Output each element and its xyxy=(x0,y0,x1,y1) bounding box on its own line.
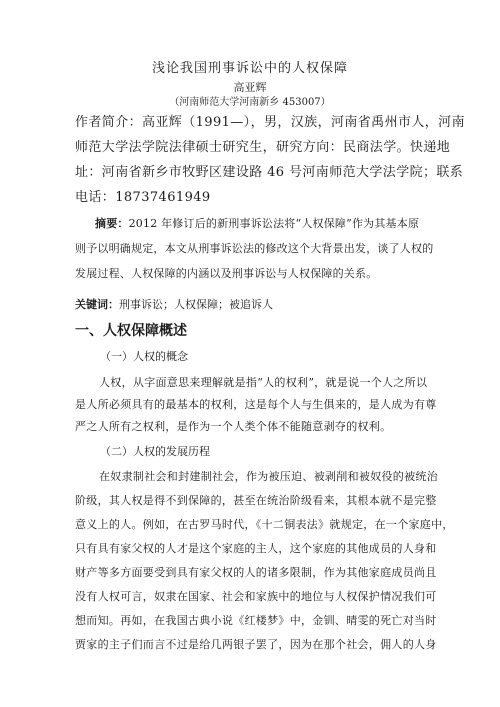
paragraph-line: 财产等多方面要受到具有家父权的人的诸多限制，作为其他家庭成员尚且 xyxy=(75,566,437,579)
paragraph-line: 贾家的主子们而言不过是给几两银子罢了，因为在那个社会，佣人的人身 xyxy=(75,638,437,651)
author-intro-line: 师范大学法学院法律硕士研究生，研究方向：民商法学。快递地 xyxy=(75,140,451,155)
paragraph-line: 严之人所有之权利，是作为一个人类个体不能随意剥夺的权利。 xyxy=(75,420,392,433)
abstract-first-line xyxy=(95,215,419,231)
subsection-heading: （二）人权的发展历程 xyxy=(100,445,210,458)
author-affiliation: （河南师范大学河南新乡 453007） xyxy=(169,97,331,108)
section-heading: 一、人权保障概述 xyxy=(75,323,187,339)
abstract-text: 2012 年修订后的新刑事诉讼法将“人权保障”作为其基本原 xyxy=(128,217,420,230)
paragraph-line: 只有具有家父权的人才是这个家庭的主人，这个家庭的其他成员的人身和 xyxy=(75,542,437,555)
subsection-heading: （一）人权的概念 xyxy=(100,350,188,363)
author-name: 高亚辉 xyxy=(233,81,267,94)
author-intro-line: 电话：18737461949 xyxy=(75,190,211,205)
paragraph-line: 人权，从字面意思来理解就是指“人的权利”，就是说一个人之所以 xyxy=(99,376,428,389)
paragraph-line: 是人所必须具有的最基本的权利，这是每个人与生俱来的，是人成为有尊 xyxy=(75,398,437,411)
paragraph-line: 没有人权可言，奴隶在国家、社会和家族中的地位与人权保护情况我们可 xyxy=(75,590,437,603)
keywords-line xyxy=(75,296,273,312)
paragraph-line: 在奴隶制社会和封建制社会，作为被压迫、被剥削和被奴役的被统治 xyxy=(99,470,438,483)
paragraph-line: 阶级，其人权是得不到保障的，甚至在统治阶级看来，其根本就不是完整 xyxy=(75,494,437,507)
paragraph-line: 想而知。再如，在我国古典小说《红楼梦》中，金钏、晴雯的死亡对当时 xyxy=(75,614,437,627)
abstract-label: 摘要： xyxy=(95,217,129,230)
paragraph-line: 意义上的人。例如，在古罗马时代，《十二铜表法》就规定，在一个家庭中， xyxy=(75,518,454,531)
author-intro-line: 作者简介：高亚辉（1991—），男，汉族，河南省禹州市人，河南 xyxy=(75,115,465,130)
abstract-line: 发展过程、人权保障的内涵以及刑事诉讼与人权保障的关系。 xyxy=(75,267,378,280)
keywords-text: 刑事诉讼；人权保障；被追诉人 xyxy=(119,298,273,311)
author-intro-line: 址：河南省新乡市牧野区建设路 46 号河南师范大学法学院；联系 xyxy=(75,165,464,180)
paper-title: 浅论我国刑事诉讼中的人权保障 xyxy=(151,61,348,76)
keywords-label: 关键词： xyxy=(75,298,119,311)
abstract-line: 则予以明确规定，本文从刑事诉讼法的修改这个大背景出发，谈了人权的 xyxy=(75,242,434,255)
